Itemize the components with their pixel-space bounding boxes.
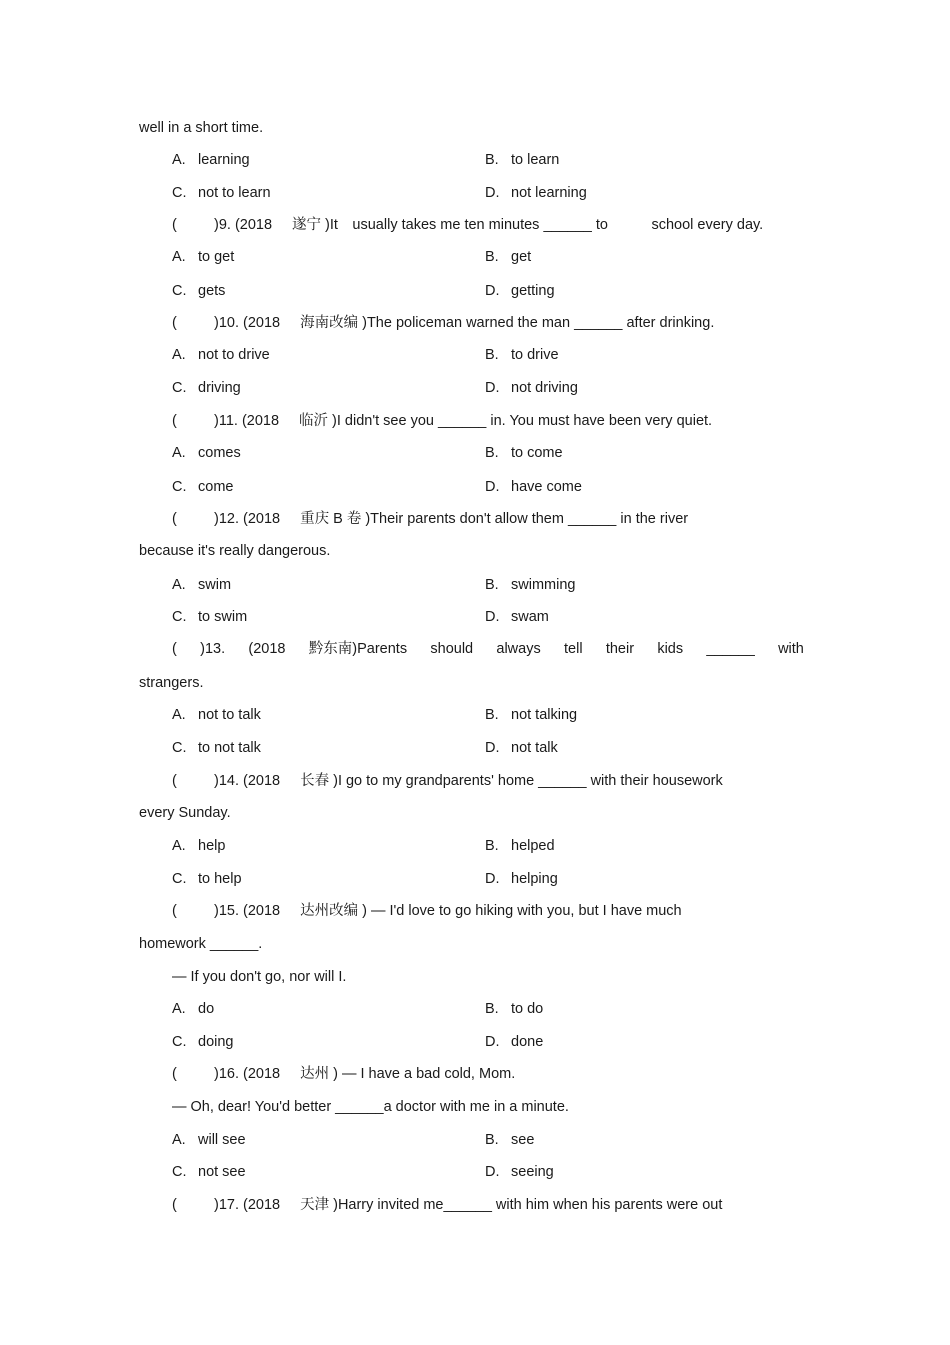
question-15-continued: homework ______.	[139, 936, 263, 952]
option-b: B. to do	[485, 1001, 544, 1017]
question-9: ( )9. (2018 遂宁 )It usually takes me ten minutes ______ to school every day.	[172, 217, 764, 233]
option-b: B. to learn	[485, 152, 560, 168]
option-b: B. to come	[485, 445, 563, 461]
question-15: ( )15. (2018 达州改编 ) — I'd love to go hiking with you, but I have much	[172, 903, 682, 919]
option-c: C. doing	[172, 1034, 234, 1050]
option-c: C. not see	[172, 1164, 246, 1180]
option-b: B. helped	[485, 838, 555, 854]
option-b: B. not talking	[485, 707, 578, 723]
option-a: A. do	[172, 1001, 215, 1017]
question-13: ( )13. (2018 黔东南)Parents should always tell their kids ______ with	[172, 641, 804, 657]
question-11: ( )11. (2018 临沂 )I didn't see you ______ in. You must have been very quiet.	[172, 413, 713, 429]
option-a: A. not to talk	[172, 707, 261, 723]
option-c: C. to not talk	[172, 740, 261, 756]
option-d: D. not talk	[485, 740, 558, 756]
option-c: C. gets	[172, 283, 226, 299]
option-a: A. learning	[172, 152, 250, 168]
question-15-reply: — If you don't go, nor will I.	[172, 969, 347, 985]
option-c: C. not to learn	[172, 185, 271, 201]
option-b: B. see	[485, 1132, 535, 1148]
option-a: A. will see	[172, 1132, 246, 1148]
option-d: D. have come	[485, 479, 582, 495]
option-c: C. come	[172, 479, 234, 495]
question-16-reply: — Oh, dear! You'd better ______a doctor with me in a minute.	[172, 1099, 569, 1115]
option-a: A. help	[172, 838, 226, 854]
question-13-continued: strangers.	[139, 675, 204, 691]
option-a: A. to get	[172, 249, 235, 265]
question-14-continued: every Sunday.	[139, 805, 231, 821]
option-d: D. helping	[485, 871, 558, 887]
option-d: D. getting	[485, 283, 555, 299]
question-12: ( )12. (2018 重庆 B 卷 )Their parents don't allow them ______ in the river	[172, 511, 689, 527]
option-d: D. not driving	[485, 380, 578, 396]
option-d: D. done	[485, 1034, 544, 1050]
option-a: A. swim	[172, 577, 232, 593]
option-c: C. driving	[172, 380, 241, 396]
option-c: C. to swim	[172, 609, 248, 625]
option-b: B. swimming	[485, 577, 576, 593]
question-14: ( )14. (2018 长春 )I go to my grandparents' home ______ with their housework	[172, 773, 723, 789]
option-a: A. comes	[172, 445, 241, 461]
option-b: B. get	[485, 249, 532, 265]
question-16: ( )16. (2018 达州 ) — I have a bad cold, Mom.	[172, 1066, 516, 1082]
option-d: D. swam	[485, 609, 549, 625]
option-d: D. not learning	[485, 185, 587, 201]
option-b: B. to drive	[485, 347, 559, 363]
continuation-line: well in a short time.	[139, 120, 264, 136]
option-d: D. seeing	[485, 1164, 554, 1180]
question-10: ( )10. (2018 海南改编 )The policeman warned the man ______ after drinking.	[172, 315, 715, 331]
option-a: A. not to drive	[172, 347, 270, 363]
option-c: C. to help	[172, 871, 242, 887]
question-12-continued: because it's really dangerous.	[139, 543, 331, 559]
question-17: ( )17. (2018 天津 )Harry invited me______ with him when his parents were out	[172, 1197, 723, 1213]
